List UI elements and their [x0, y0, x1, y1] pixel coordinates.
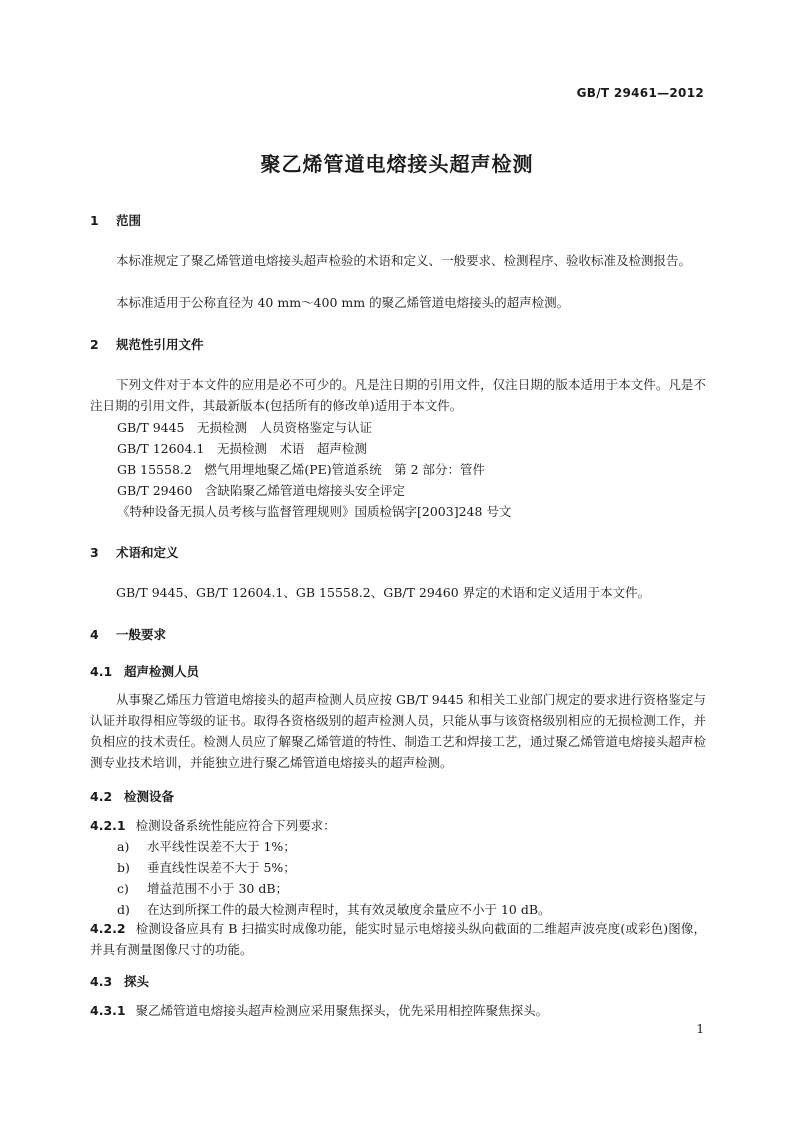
- list-item: [117, 900, 551, 918]
- clause-4-3-1: [90, 1000, 706, 1021]
- list-label: b): [117, 860, 130, 875]
- clause-text: 检测设备系统性能应符合下列要求：: [135, 818, 336, 833]
- list-text: 水平线性误差不大于 1%；: [147, 839, 296, 854]
- section-2-heading: [90, 335, 204, 353]
- list-label: c): [117, 881, 129, 896]
- clause-number: 4.2.2: [90, 921, 126, 936]
- reference-item: GB/T 9445 无损检测 人员资格鉴定与认证: [117, 420, 373, 435]
- section-number: 3: [90, 545, 99, 560]
- list-item: [117, 858, 296, 876]
- section-1-heading: [90, 211, 141, 229]
- section-number: 2: [90, 337, 99, 352]
- section-3-heading: [90, 543, 179, 561]
- section-1-paragraph-2: 本标准适用于公称直径为 40 mm～400 mm 的聚乙烯管道电熔接头的超声检测。: [116, 295, 570, 310]
- subsection-4-1-paragraph: 从事聚乙烯压力管道电熔接头的超声检测人员应按 GB/T 9445 和相关工业部门规定的要求进行资格鉴定与认证并取得相应等级的证书。取得各资格级别的超声检测人员，只能从事与该资格级别相应的无损检测工作，并负相应的技术责任。检测人员应了解聚乙烯管道的特性、制造工艺和焊接工艺，通过聚乙烯管道电熔接头超声检测专业技术培训，并能独立进行聚乙烯管道电熔接头的超声检测。: [90, 692, 706, 770]
- section-4-heading: [90, 625, 166, 643]
- list-text: 在达到所探工件的最大检测声程时，其有效灵敏度余量应不小于 10 dB。: [147, 902, 551, 917]
- section-title: 探头: [124, 974, 150, 989]
- clause-number: 4.2.1: [90, 818, 126, 833]
- section-number: 4.2: [90, 789, 113, 804]
- subsection-4-1-heading: [90, 662, 199, 680]
- section-title: 超声检测人员: [124, 664, 200, 679]
- subsection-4-3-heading: [90, 972, 149, 990]
- section-title: 一般要求: [116, 627, 167, 642]
- section-2-paragraph-1: 下列文件对于本文件的应用是必不可少的。凡是注日期的引用文件，仅注日期的版本适用于本文件。凡是不注日期的引用文件，其最新版本(包括所有的修改单)适用于本文件。: [90, 377, 706, 413]
- list-label: a): [117, 839, 130, 854]
- list-label: d): [117, 902, 130, 917]
- list-item: [117, 879, 288, 897]
- reference-item: 《特种设备无损人员考核与监督管理规则》国质检锅字[2003]248 号文: [117, 504, 512, 519]
- clause-4-2-2: [90, 918, 706, 960]
- section-number: 4.1: [90, 664, 113, 679]
- section-title: 术语和定义: [116, 545, 179, 560]
- section-1-paragraph-1: 本标准规定了聚乙烯管道电熔接头超声检验的术语和定义、一般要求、检测程序、验收标准及检测报告。: [116, 253, 692, 268]
- clause-4-2-1: [90, 815, 706, 836]
- reference-item: GB/T 29460 含缺陷聚乙烯管道电熔接头安全评定: [117, 483, 405, 498]
- list-item: [117, 837, 296, 855]
- subsection-4-2-heading: [90, 787, 174, 805]
- list-text: 垂直线性误差不大于 5%；: [147, 860, 296, 875]
- document-title: 聚乙烯管道电熔接头超声检测: [260, 152, 534, 176]
- section-title: 范围: [116, 213, 142, 228]
- section-number: 4.3: [90, 974, 113, 989]
- list-text: 增益范围不小于 30 dB；: [147, 881, 289, 896]
- section-3-paragraph-1: GB/T 9445、GB/T 12604.1、GB 15558.2、GB/T 29460 界定的术语和定义适用于本文件。: [116, 585, 651, 600]
- clause-text: 聚乙烯管道电熔接头超声检测应采用聚焦探头，优先采用相控阵聚焦探头。: [135, 1003, 549, 1018]
- section-title: 规范性引用文件: [116, 337, 204, 352]
- page-number: 1: [696, 1022, 704, 1036]
- clause-text: 检测设备应具有 B 扫描实时成像功能，能实时显示电熔接头纵向截面的二维超声波亮度(或彩色)图像，并具有测量图像尺寸的功能。: [90, 921, 706, 957]
- reference-item: GB 15558.2 燃气用埋地聚乙烯(PE)管道系统 第 2 部分：管件: [117, 462, 486, 477]
- section-title: 检测设备: [124, 789, 175, 804]
- reference-item: GB/T 12604.1 无损检测 术语 超声检测: [117, 441, 367, 456]
- clause-number: 4.3.1: [90, 1003, 126, 1018]
- section-number: 1: [90, 213, 99, 228]
- section-number: 4: [90, 627, 99, 642]
- standard-number: GB/T 29461—2012: [576, 86, 704, 100]
